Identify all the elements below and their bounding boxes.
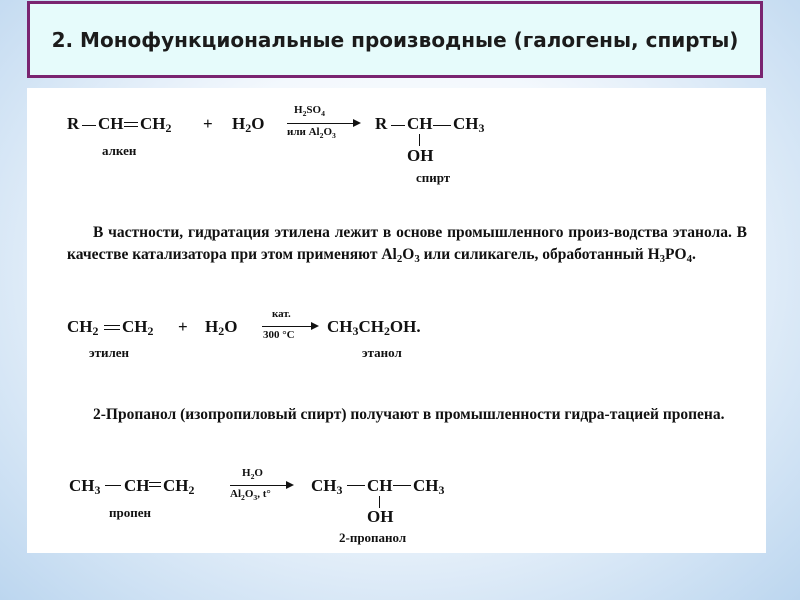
r1-double-bond bbox=[124, 122, 138, 127]
r3-bond-2 bbox=[347, 485, 365, 486]
r2-condition-bottom: 300 °C bbox=[263, 329, 295, 341]
r1-bond-1 bbox=[82, 125, 96, 126]
r1-reactant-CH: CH bbox=[98, 114, 124, 133]
r1-label-product: спирт bbox=[416, 170, 451, 185]
r2-reactant-2: $CH_2$ bbox=[122, 317, 154, 338]
r3-reactant-3: $CH_2$ bbox=[163, 476, 195, 497]
r3-product-2: CH bbox=[367, 476, 393, 495]
r3-reactant-1: $CH_3$ bbox=[69, 476, 101, 497]
r1-plus: + bbox=[203, 114, 213, 133]
r2-arrow bbox=[262, 326, 317, 327]
r3-bond-3 bbox=[393, 485, 411, 486]
r3-product-1: $CH_3$ bbox=[311, 476, 343, 497]
r1-condition-top: $H_2SO_4$ bbox=[294, 104, 325, 118]
r2-plus: + bbox=[178, 317, 188, 336]
r1-vbond bbox=[419, 134, 420, 146]
r2-double-bond bbox=[104, 325, 120, 330]
slide-title: 2. Монофункциональные производные (галогены, спирты) bbox=[51, 27, 739, 52]
scanned-page bbox=[27, 88, 766, 553]
r3-product-OH: OH bbox=[367, 507, 394, 526]
r2-water: $H_2O$ bbox=[205, 317, 238, 338]
r2-condition-top: кат. bbox=[272, 308, 291, 320]
r1-water: $H_2O$ bbox=[232, 114, 265, 135]
r1-reactant-CH2: $CH_2$ bbox=[140, 114, 172, 135]
r1-product-CH: CH bbox=[407, 114, 433, 133]
r1-label-reactant: алкен bbox=[102, 143, 137, 158]
r1-reactant-R: R bbox=[67, 114, 80, 133]
r1-arrow bbox=[287, 123, 359, 124]
r2-reactant-1: $CH_2$ bbox=[67, 317, 99, 338]
r3-arrow bbox=[230, 485, 292, 486]
r3-bond-1 bbox=[105, 485, 121, 486]
r3-reactant-2: CH bbox=[124, 476, 150, 495]
r3-double-bond bbox=[149, 482, 161, 487]
r3-product-3: $CH_3$ bbox=[413, 476, 445, 497]
title-box bbox=[27, 1, 763, 78]
paragraph-1: В частности, гидратация этилена лежит в основе промышленного произ-водства этанола. В качестве катализатора при этом применяют $Al_2O_3$ или силикагель, обработанный $H_3PO_4$. bbox=[67, 224, 747, 265]
r1-product-CH3: $CH_3$ bbox=[453, 114, 485, 135]
r3-condition-bottom: $Al_2O_3$, t° bbox=[230, 488, 271, 502]
r2-label-product: этанол bbox=[362, 345, 402, 360]
r1-bond-3 bbox=[433, 125, 451, 126]
r1-condition-bottom: или $Al_2O_3$ bbox=[287, 126, 336, 140]
r1-bond-2 bbox=[391, 125, 405, 126]
r3-label-reactant: пропен bbox=[109, 505, 151, 520]
r2-label-reactant: этилен bbox=[89, 345, 130, 360]
r1-product-R: R bbox=[375, 114, 388, 133]
r3-label-product: 2-пропанол bbox=[339, 530, 407, 545]
paragraph-2: 2-Пропанол (изопропиловый спирт) получают в промышленности гидра-тацией пропена. bbox=[93, 406, 725, 423]
r1-product-OH: OH bbox=[407, 146, 434, 165]
r2-product: $CH_3CH_2OH$. bbox=[327, 317, 421, 338]
r3-condition-top: $H_2O$ bbox=[242, 467, 263, 481]
